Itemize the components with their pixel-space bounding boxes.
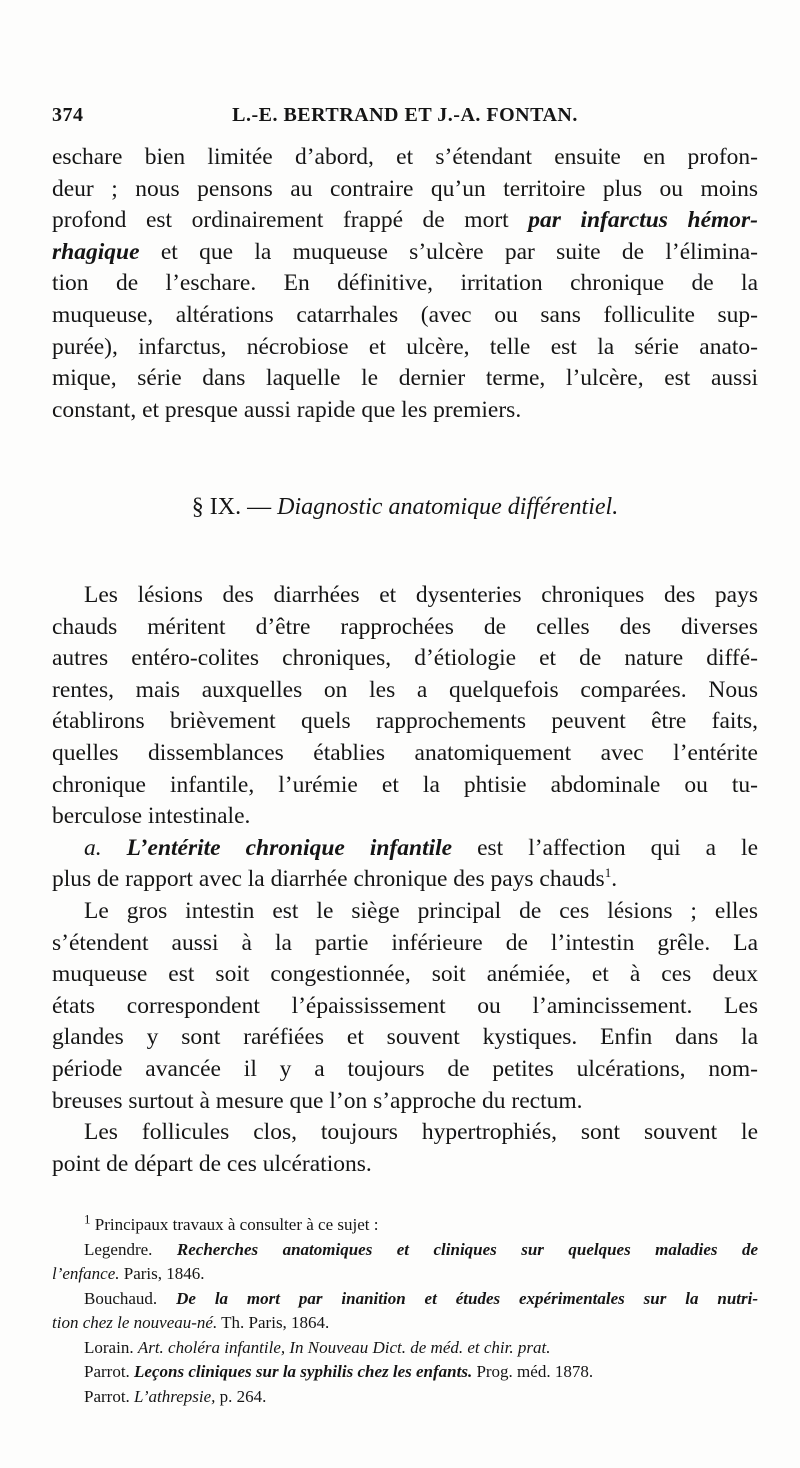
section-heading [52,494,758,521]
section-number: § IX. — [191,494,272,520]
text-line: quelles dissemblances établies anatomiquement avec l’entérite [52,739,758,766]
footnotes [52,1213,758,1409]
text-line: berculose intestinale. [52,803,251,830]
footnote-ref-entry: Legendre. Recherches anatomiques et cliniques sur quelques maladies de [84,1239,759,1259]
page-number: 374 [52,104,84,126]
paragraph-block [52,580,758,1180]
footnote-ref-entry: Bouchaud. De la mort par inanition et études expérimentales sur la nutri- [84,1288,759,1308]
text-line: glandes y sont raréfiées et souvent kystiques. Enfin dans la [52,1024,758,1051]
text-line: s’étendent aussi à la partie inférieure de l’intestin grêle. La [52,929,758,956]
text-line: Les lésions des diarrhées et dysenteries chroniques des pays [84,582,758,608]
text-line: constant, et presque aussi rapide que les premiers. [52,396,522,423]
italic-phrase: rhagique [52,238,140,265]
text-line: mique, série dans laquelle le dernier terme, l’ulcère, est aussi [52,365,758,392]
italic-phrase: L’entérite chronique infantile [126,834,453,861]
text-line: point de départ de ces ulcérations. [52,1150,372,1177]
text-line: établirons brièvement quels rapprochements peuvent être faits, [52,708,758,735]
text-line: profond est ordinairement frappé de mort par infarctus hémor- [52,207,759,234]
text-line: chauds méritent d’être rapprochées de celles des diverses [52,613,758,640]
text-line: chronique infantile, l’urémie et la phtisie abdominale ou tu- [52,771,758,798]
footnote-ref[interactable]: 1 [604,865,612,881]
section-title-text: Diagnostic anatomique différentiel. [277,494,619,520]
text-line: muqueuse est soit congestionnée, soit anémiée, et à ces deux [52,961,758,988]
footnote-intro: $^1$ Principaux travaux à consulter à ce sujet : [84,1211,379,1234]
footnote-ref-entry: Parrot. Leçons cliniques sur la syphilis chez les enfants. Prog. méd. 1878. [84,1362,594,1381]
text-line: période avancée il y a toujours de petites ulcérations, nom- [52,1055,758,1082]
footnote-ref-entry-cont: l’enfance. Paris, 1846. [52,1264,205,1283]
running-title-authors: L.-E. BERTRAND ET J.-A. FONTAN. [232,104,578,126]
text-line: breuses surtout à mesure que l’on s’approche du rectum. [52,1087,583,1114]
footnote-ref-entry: Lorain. Art. choléra infantile, In Nouveau Dict. de méd. et chir. prat. [84,1337,551,1357]
text-line: tion de l’eschare. En définitive, irritation chronique de la [52,270,758,297]
footnote-ref-entry: Parrot. L’athrepsie, p. 264. [84,1386,267,1406]
text-line: rhagique et que la muqueuse s’ulcère par suite de l’élimina- [52,238,759,265]
text-line: deur ; nous pensons au contraire qu’un territoire plus ou moins [52,175,758,202]
text-line: muqueuse, altérations catarrhales (avec ou sans folliculite sup- [52,301,758,328]
text-line: états correspondent l’épaississement ou l’amincissement. Les [52,992,758,1019]
italic-phrase: par infarctus hémor- [528,207,759,234]
text-line: purée), infarctus, nécrobiose et ulcère, telle est la série anato- [52,333,758,360]
text-line: Le gros intestin est le siège principal de ces lésions ; elles [84,897,758,924]
text-line: eschare bien limitée d’abord, et s’étendant ensuite en profon- [52,144,758,170]
running-header [52,104,758,128]
footnote-ref-entry-cont: tion chez le nouveau-né. Th. Paris, 1864. [52,1313,330,1332]
text-line: Les follicules clos, toujours hypertrophiés, sont souvent le [84,1119,758,1146]
text-line: autres entéro-colites chroniques, d’étiologie et de nature diffé- [52,645,758,672]
paragraph-continued [52,142,758,426]
text-line: rentes, mais auxquelles on les a quelquefois comparées. Nous [52,676,758,703]
text-line: plus de rapport avec la diarrhée chronique des pays chauds$^1$. [52,865,618,893]
text-line: a. L’entérite chronique infantile est l’affection qui a le [84,834,759,861]
